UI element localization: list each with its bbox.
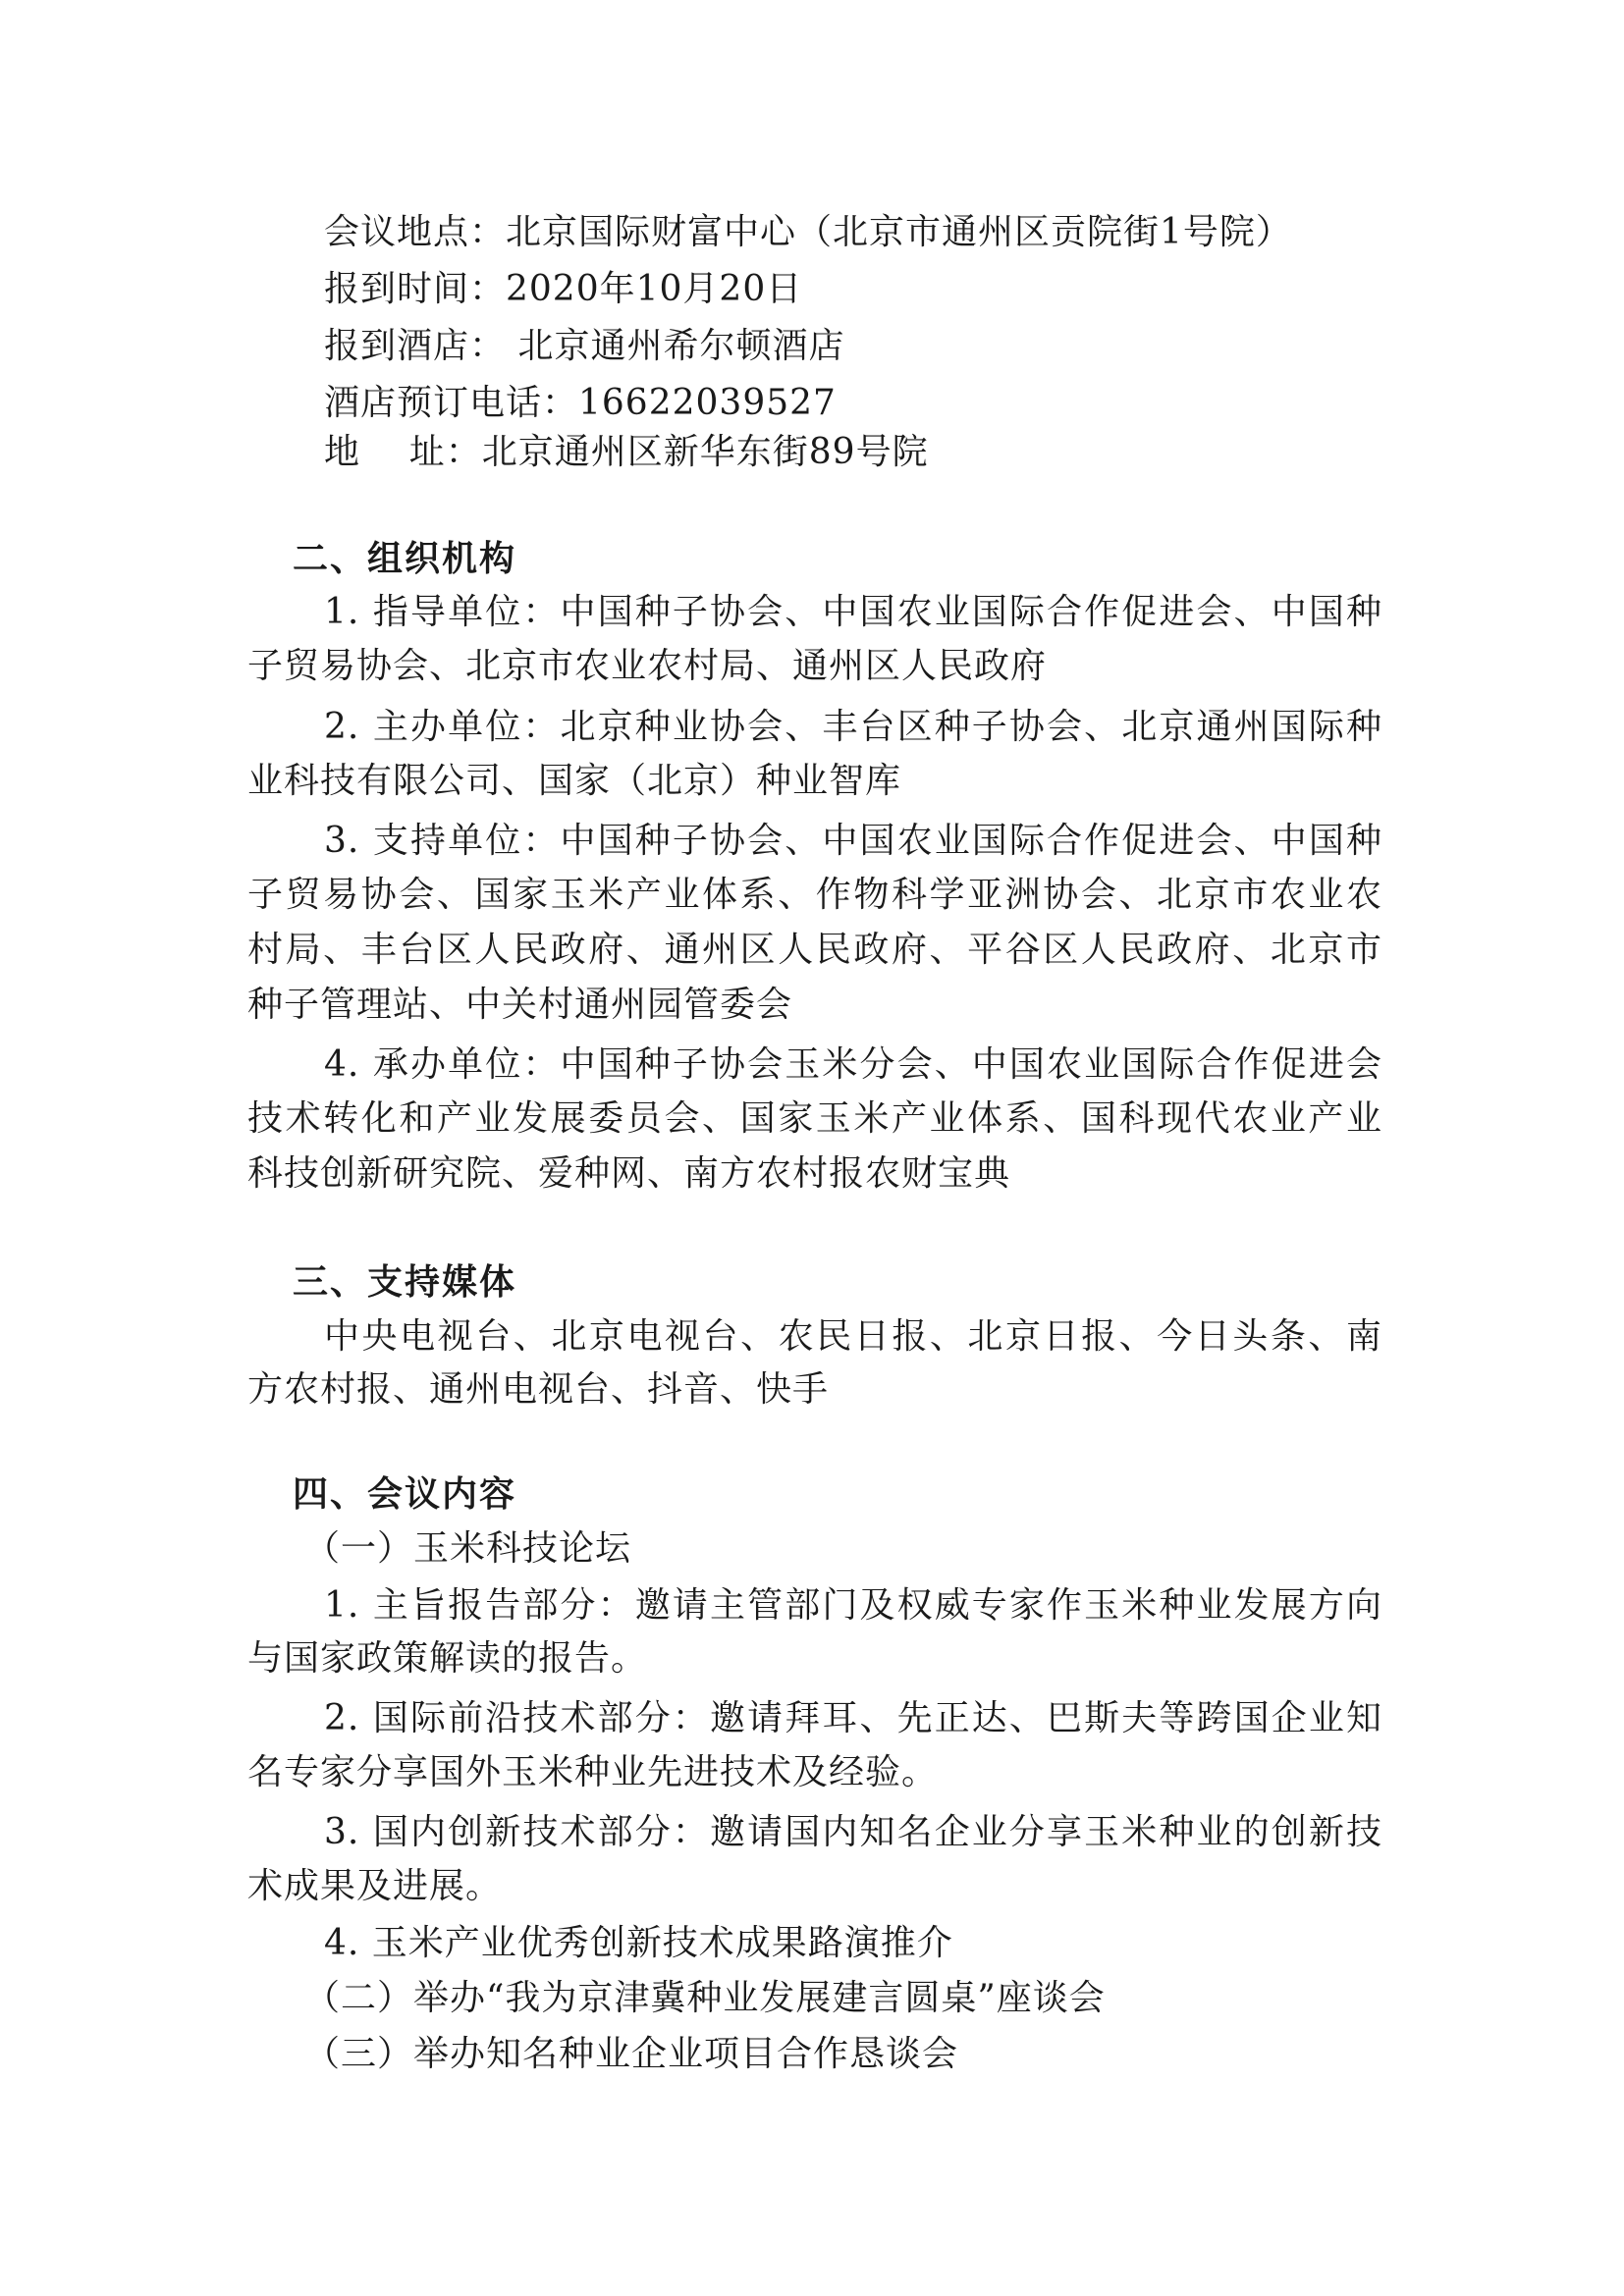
- org-line: 技术转化和产业发展委员会、国家玉米产业体系、国科现代农业产业: [247, 1098, 1382, 1139]
- content-line: 3. 国内创新技术部分：邀请国内知名企业分享玉米种业的创新技: [324, 1812, 1382, 1852]
- content-subheading: （一）玉米科技论坛: [304, 1528, 632, 1569]
- meeting-venue: 会议地点：北京国际财富中心（北京市通州区贡院街1号院）: [324, 212, 1292, 252]
- checkin-time: 报到时间：2020年10月20日: [324, 269, 803, 309]
- hotel-address: 地 址：北京通州区新华东街89号院: [324, 432, 929, 472]
- content-line: 与国家政策解读的报告。: [247, 1638, 648, 1679]
- hotel-phone: 酒店预订电话：16622039527: [324, 383, 837, 423]
- section-heading-organization: 二、组织机构: [293, 538, 517, 579]
- media-line: 中央电视台、北京电视台、农民日报、北京日报、今日头条、南: [324, 1316, 1382, 1357]
- content-line: 名专家分享国外玉米种业先进技术及经验。: [247, 1752, 939, 1792]
- section-heading-content: 四、会议内容: [293, 1473, 517, 1515]
- content-line: 1. 主旨报告部分：邀请主管部门及权威专家作玉米种业发展方向: [324, 1585, 1382, 1626]
- content-line: 术成果及进展。: [247, 1866, 503, 1906]
- org-line: 4. 承办单位：中国种子协会玉米分会、中国农业国际合作促进会: [324, 1044, 1382, 1085]
- org-line: 种子管理站、中关村通州园管委会: [247, 985, 793, 1025]
- org-line: 3. 支持单位：中国种子协会、中国农业国际合作促进会、中国种: [324, 821, 1382, 861]
- section-heading-media: 三、支持媒体: [293, 1261, 517, 1303]
- media-line: 方农村报、通州电视台、抖音、快手: [247, 1369, 830, 1410]
- org-line: 子贸易协会、北京市农业农村局、通州区人民政府: [247, 646, 1048, 686]
- org-line: 业科技有限公司、国家（北京）种业智库: [247, 761, 902, 801]
- org-line: 村局、丰台区人民政府、通州区人民政府、平谷区人民政府、北京市: [247, 930, 1382, 970]
- org-line: 1. 指导单位：中国种子协会、中国农业国际合作促进会、中国种: [324, 592, 1382, 632]
- content-subheading: （二）举办“我为京津冀种业发展建言圆桌”座谈会: [304, 1978, 1106, 2018]
- org-line: 2. 主办单位：北京种业协会、丰台区种子协会、北京通州国际种: [324, 707, 1382, 747]
- org-line: 科技创新研究院、爱种网、南方农村报农财宝典: [247, 1153, 1011, 1194]
- content-line: 4. 玉米产业优秀创新技术成果路演推介: [324, 1923, 953, 1963]
- org-line: 子贸易协会、国家玉米产业体系、作物科学亚洲协会、北京市农业农: [247, 875, 1382, 915]
- content-subheading: （三）举办知名种业企业项目合作恳谈会: [304, 2034, 959, 2074]
- checkin-hotel: 报到酒店： 北京通州希尔顿酒店: [324, 326, 845, 366]
- content-line: 2. 国际前沿技术部分：邀请拜耳、先正达、巴斯夫等跨国企业知: [324, 1698, 1382, 1738]
